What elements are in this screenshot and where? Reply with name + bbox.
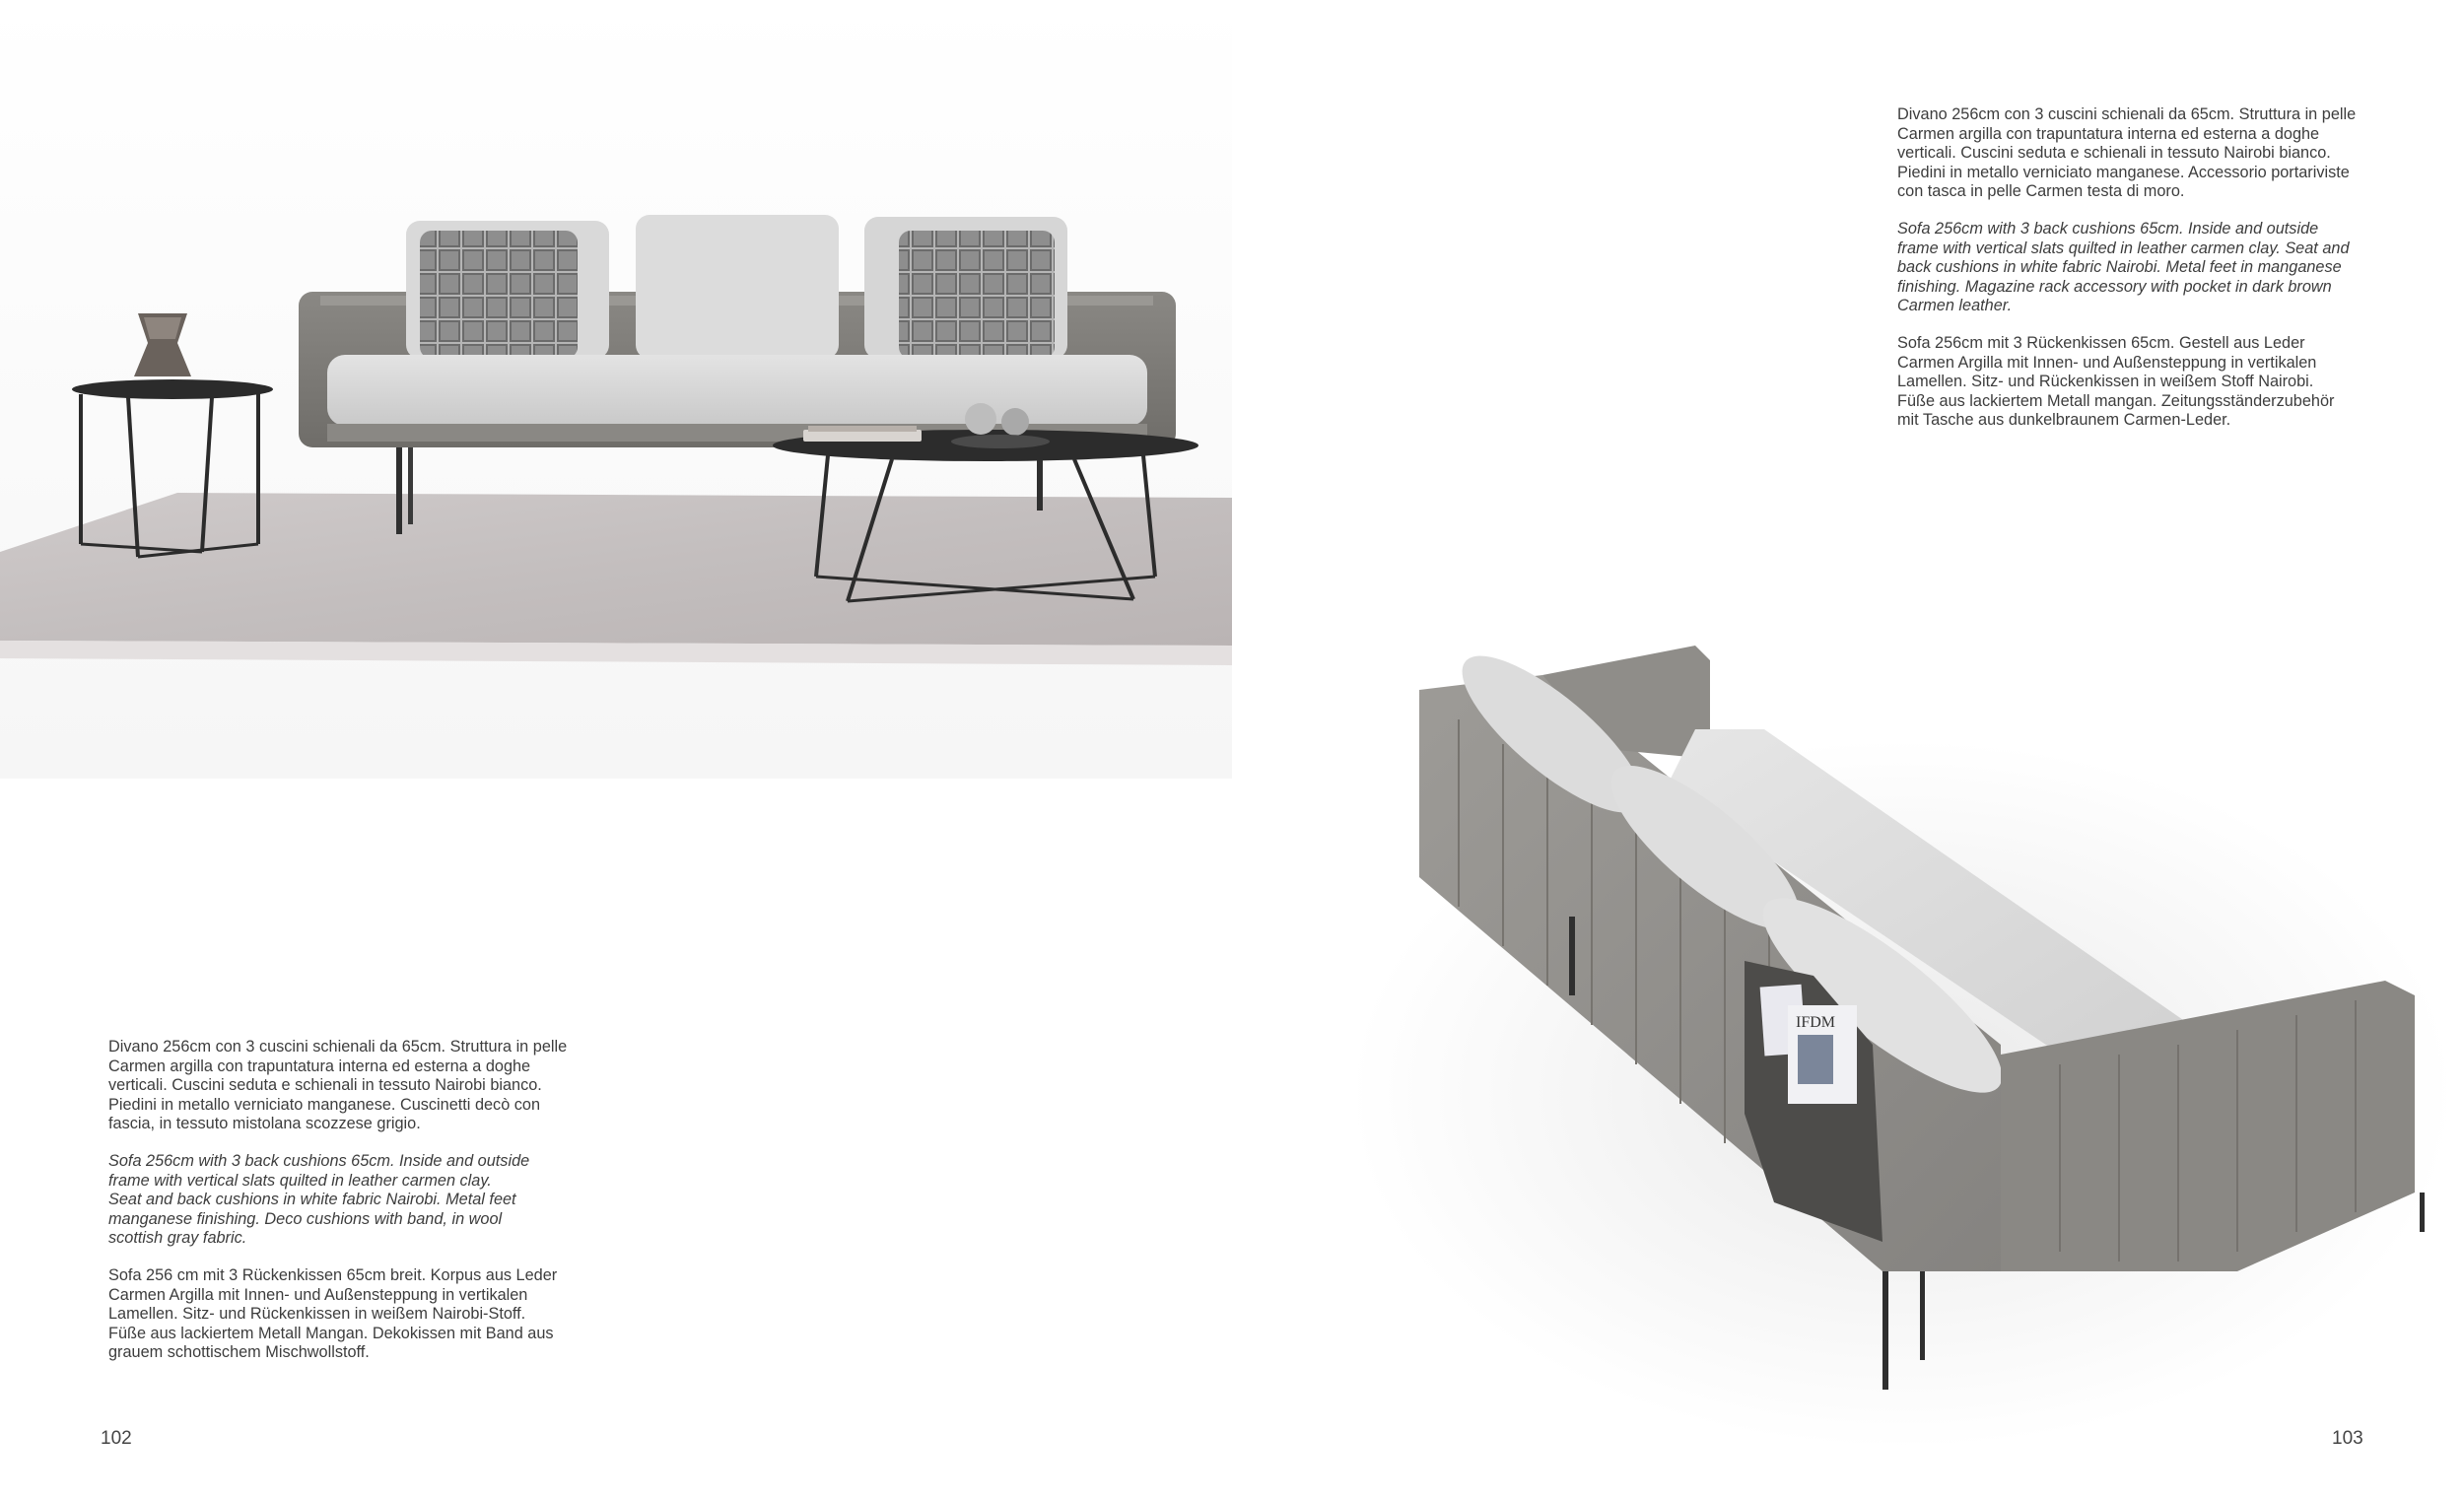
deco-cushion-right xyxy=(899,231,1055,359)
page-number-left: 102 xyxy=(101,1428,132,1449)
sofa-top-photo xyxy=(1311,581,2464,1500)
magazine-cover-title: IFDM xyxy=(1796,1014,1836,1031)
deco-cushion-left xyxy=(420,231,578,359)
description-italian: Divano 256cm con 3 cuscini schienali da 65cm. Struttura in pelle Carmen argilla con trapuntatura interna ed esterna a doghe verticali. Cuscini seduta e schienali in tessuto Nairobi bianco. Piedini in metallo verniciato manganese. Accessorio portariviste con tasca in pelle Carmen testa di moro. xyxy=(1897,105,2357,201)
description-left xyxy=(108,1038,621,1381)
description-german: Sofa 256 cm mit 3 Rückenkissen 65cm breit. Korpus aus Leder Carmen Argilla mit Innen- und Außensteppung in vertikalen Lamellen. Sitz- und Rückenkissen in weißem Nairobi-Stoff. Füße aus lackiertem Metall Mangan. Dekokissen mit Band aus grauem schottischem Mischwollstoff. xyxy=(108,1265,558,1362)
description-german: Sofa 256cm mit 3 Rückenkissen 65cm. Gestell aus Leder Carmen Argilla mit Innen- und Außensteppung in vertikalen Lamellen. Sitz- und Rückenkissen in weißem Stoff Nairobi. Füße aus lackiertem Metall mangan. Zeitungsständerzubehör mit Tasche aus dunkelbraunem Carmen-Leder. xyxy=(1897,333,2335,430)
description-italian: Divano 256cm con 3 cuscini schienali da 65cm. Struttura in pelle Carmen argilla con trapuntatura interna ed esterna a doghe verticali. Cuscini seduta e schienali in tessuto Nairobi bianco. Piedini in metallo verniciato manganese. Cuscinetti decò con fascia, in tessuto mistolana scozzese grigio. xyxy=(108,1038,568,1133)
sofa-front-photo xyxy=(0,0,1232,779)
description-right xyxy=(1897,105,2410,448)
description-english: Sofa 256cm with 3 back cushions 65cm. Inside and outside frame with vertical slats quilted in leather carmen clay. Seat and back cushions in white fabric Nairobi. Metal feet manganese finishing. Deco cushions with band, in wool scottish gray fabric. xyxy=(108,1151,530,1248)
page-number-right: 103 xyxy=(2332,1428,2363,1449)
description-english: Sofa 256cm with 3 back cushions 65cm. Inside and outside frame with vertical slats quilted in leather carmen clay. Seat and back cushions in white fabric Nairobi. Metal feet in manganese finishing. Magazine rack accessory with pocket in dark brown Carmen leather. xyxy=(1897,219,2350,315)
rug xyxy=(0,493,1232,646)
